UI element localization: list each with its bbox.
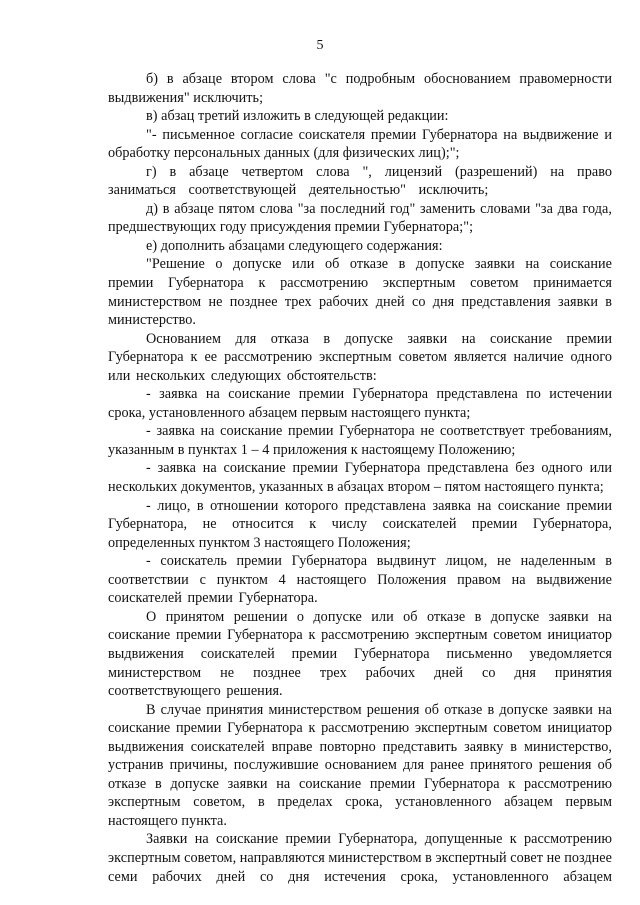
paragraph-forwarding-applications: Заявки на соискание премии Губернатора, допущенные к рассмотрению экспертным советом, направляются министерством в экспертный совет не позднее семи рабочих дней со дня истечения срока, установленного абзацем [108, 831, 612, 885]
paragraph-e-add-abzacs: е) дополнить абзацами следующего содержания: [146, 237, 443, 254]
list-item-deadline-expired: - заявка на соискание премии Губернатора представлена по истечении срока, установленного абзацем первым настоящего пункта; [108, 386, 612, 421]
list-item-not-authorized-nominator: - соискатель премии Губернатора выдвинут лицом, не наделенным в соответствии с пунктом 4 настоящего Положения правом на выдвижение соискателей премии Губернатора. [108, 553, 612, 607]
document-body [108, 70, 612, 886]
paragraph-written-consent: "- письменное согласие соискателя премии Губернатора на выдвижение и обработку персональных данных (для физических лиц);"; [108, 126, 612, 162]
page-number: 5 [316, 38, 324, 53]
paragraph-resubmission: В случае принятия министерством решения об отказе в допуске заявки на соискание премии Губернатора к рассмотрению экспертным советом инициатор выдвижения соискателей вправе повторно представить заявку в министерство, устранив причины, послужившие основанием для ранее принятого решения об отказе в допуске заявки на соискание премии Губернатора к рассмотрению экспертным советом, в пределах срока, установленного абзацем первым настоящего пункта. [108, 701, 612, 829]
paragraph-g-fourth-abzac: г) в абзаце четвертом слова ", лицензий (разрешений) на право заниматься соответствующей деятельностью" исключить; [108, 163, 612, 199]
list-item-missing-documents: - заявка на соискание премии Губернатора представлена без одного или нескольких документов, указанных в абзацах втором – пятом настоящего пункта; [108, 460, 612, 496]
list-item-not-eligible-candidate: - лицо, в отношении которого представлена заявка на соискание премии Губернатора, не относится к числу соискателей премии Губернатора, определенных пунктом 3 настоящего Положения; [108, 497, 612, 551]
paragraph-d-fifth-abzac: д) в абзаце пятом слова "за последний год" заменить словами "за два года, предшествующих году присуждения премии Губернатора;"; [108, 200, 612, 236]
paragraph-grounds-refusal: Основанием для отказа в допуске заявки на соискание премии Губернатора к ее рассмотрению экспертным советом является наличие одного или нескольких следующих обстоятельств: [108, 330, 612, 384]
paragraph-v-third-abzac: в) абзац третий изложить в следующей редакции: [146, 108, 449, 125]
paragraph-notification-decision: О принятом решении о допуске или об отказе в допуске заявки на соискание премии Губернатора к рассмотрению экспертным советом инициатор выдвижения соискателей премии Губернатора письменно уведомляется министерством не позднее трех рабочих дней со дня принятия соответствующего решения. [108, 608, 612, 700]
list-item-requirements-not-met: - заявка на соискание премии Губернатора не соответствует требованиям, указанным в пунктах 1 – 4 приложения к настоящему Положению; [108, 423, 612, 458]
paragraph-b-remove-justification: б) в абзаце втором слова "с подробным обоснованием правомерности выдвижения" исключить; [108, 71, 612, 106]
paragraph-decision-admission: "Решение о допуске или об отказе в допуске заявки на соискание премии Губернатора к рассмотрению экспертным советом принимается министерством не позднее трех рабочих дней со дня представления заявки в министерство. [108, 256, 612, 329]
